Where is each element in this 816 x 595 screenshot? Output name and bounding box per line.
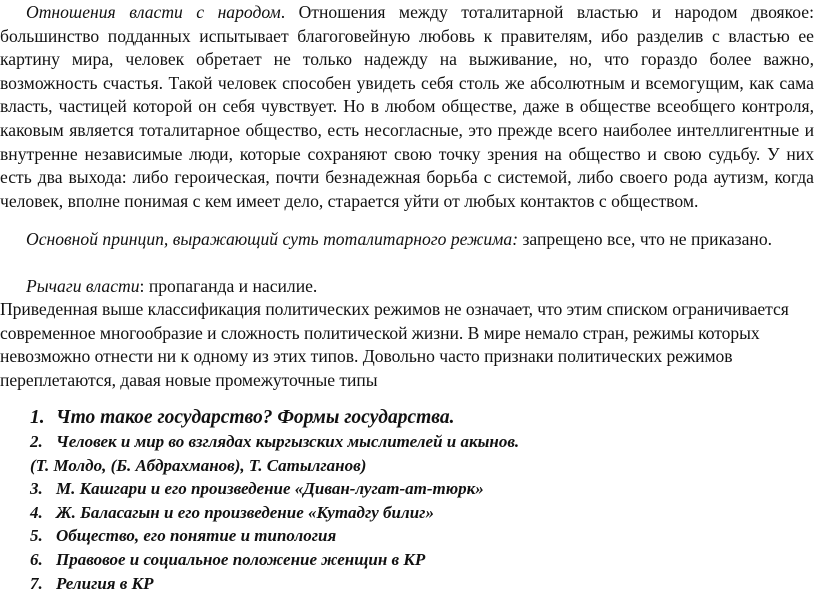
paragraph-text: Приведенная выше классификация политических режимов не означает, что этим списком ограничивается современное многообразие и сложность политической жизни. В мире немало стран, режимы которых невозможно отнести ни к одному из этих типов. Довольно часто признаки политических режимов переплетаются, давая новые промежуточные типы xyxy=(0,299,789,390)
list-item-text: Человек и мир во взглядах кыргызских мыслителей и акынов. xyxy=(56,432,520,451)
paragraph-lead: Отношения власти с народом xyxy=(26,2,281,22)
list-item-text: М. Кашгари и его произведение «Диван-лугат-ат-тюрк» xyxy=(56,479,484,499)
list-item-number: 1. xyxy=(30,407,45,428)
list-item-number: 5. xyxy=(30,526,43,546)
list-item-text: Что такое государство? Формы государства. xyxy=(56,407,455,428)
list-item-text: (Т. Молдо, (Б. Абдрахманов), Т. Сатылганов) xyxy=(30,455,367,475)
list-item xyxy=(0,405,814,430)
list-item xyxy=(0,524,814,548)
paragraph-relations xyxy=(0,1,814,213)
list-item xyxy=(0,572,814,595)
paragraph-levers xyxy=(0,275,814,299)
list-item xyxy=(0,548,814,572)
list-item xyxy=(0,454,814,478)
paragraph-text: : пропаганда и насилие. xyxy=(139,276,318,296)
paragraph-classification xyxy=(0,298,814,392)
question-list xyxy=(0,405,814,595)
list-item-text: Общество, его понятие и типология xyxy=(56,526,337,546)
paragraph-lead: Рычаги власти xyxy=(26,276,140,296)
list-item-number: 3. xyxy=(30,479,43,499)
list-item-text: Религия в КР xyxy=(56,573,154,593)
list-item-number: 7. xyxy=(30,573,43,593)
paragraph-text: . Отношения между тоталитарной властью и народом двоякое: большинство подданных испытывает благоговейную любовь к правителям, ибо разделив с властью ее картину мира, человек обретает не только надежду на выживание, но, что гораздо более важно, возможность счастья. Такой человек способен увидеть себя столь же абсолютным и всемогущим, как сама власть, частицей которой он себя чувствует. Но в любом обществе, даже в обществе всеобщего контроля, каковым является тоталитарное общество, есть несогласные, это прежде всего наиболее интеллигентные и внутренне независимые люди, которые сохраняют свою точку зрения на общество и свою судьбу. У них есть два выхода: либо героическая, почти безнадежная борьба с системой, либо своего рода аутизм, когда человек, вполне понимая с кем имеет дело, старается уйти от любых контактов с обществом. xyxy=(0,2,814,211)
list-item xyxy=(0,477,814,501)
list-item xyxy=(0,501,814,525)
list-item-text: Правовое и социальное положение женщин в КР xyxy=(56,549,426,569)
list-item-text: Ж. Баласагын и его произведение «Кутадгу билиг» xyxy=(56,502,434,522)
paragraph-lead: Основной принцип, выражающий суть тоталитарного режима: xyxy=(26,229,519,249)
paragraph-principle xyxy=(0,228,814,252)
list-item-number: 6. xyxy=(30,549,43,569)
list-item-number: 2. xyxy=(30,432,43,451)
paragraph-text: запрещено все, что не приказано. xyxy=(518,229,773,249)
list-item xyxy=(0,430,814,454)
list-item-number: 4. xyxy=(30,502,43,522)
